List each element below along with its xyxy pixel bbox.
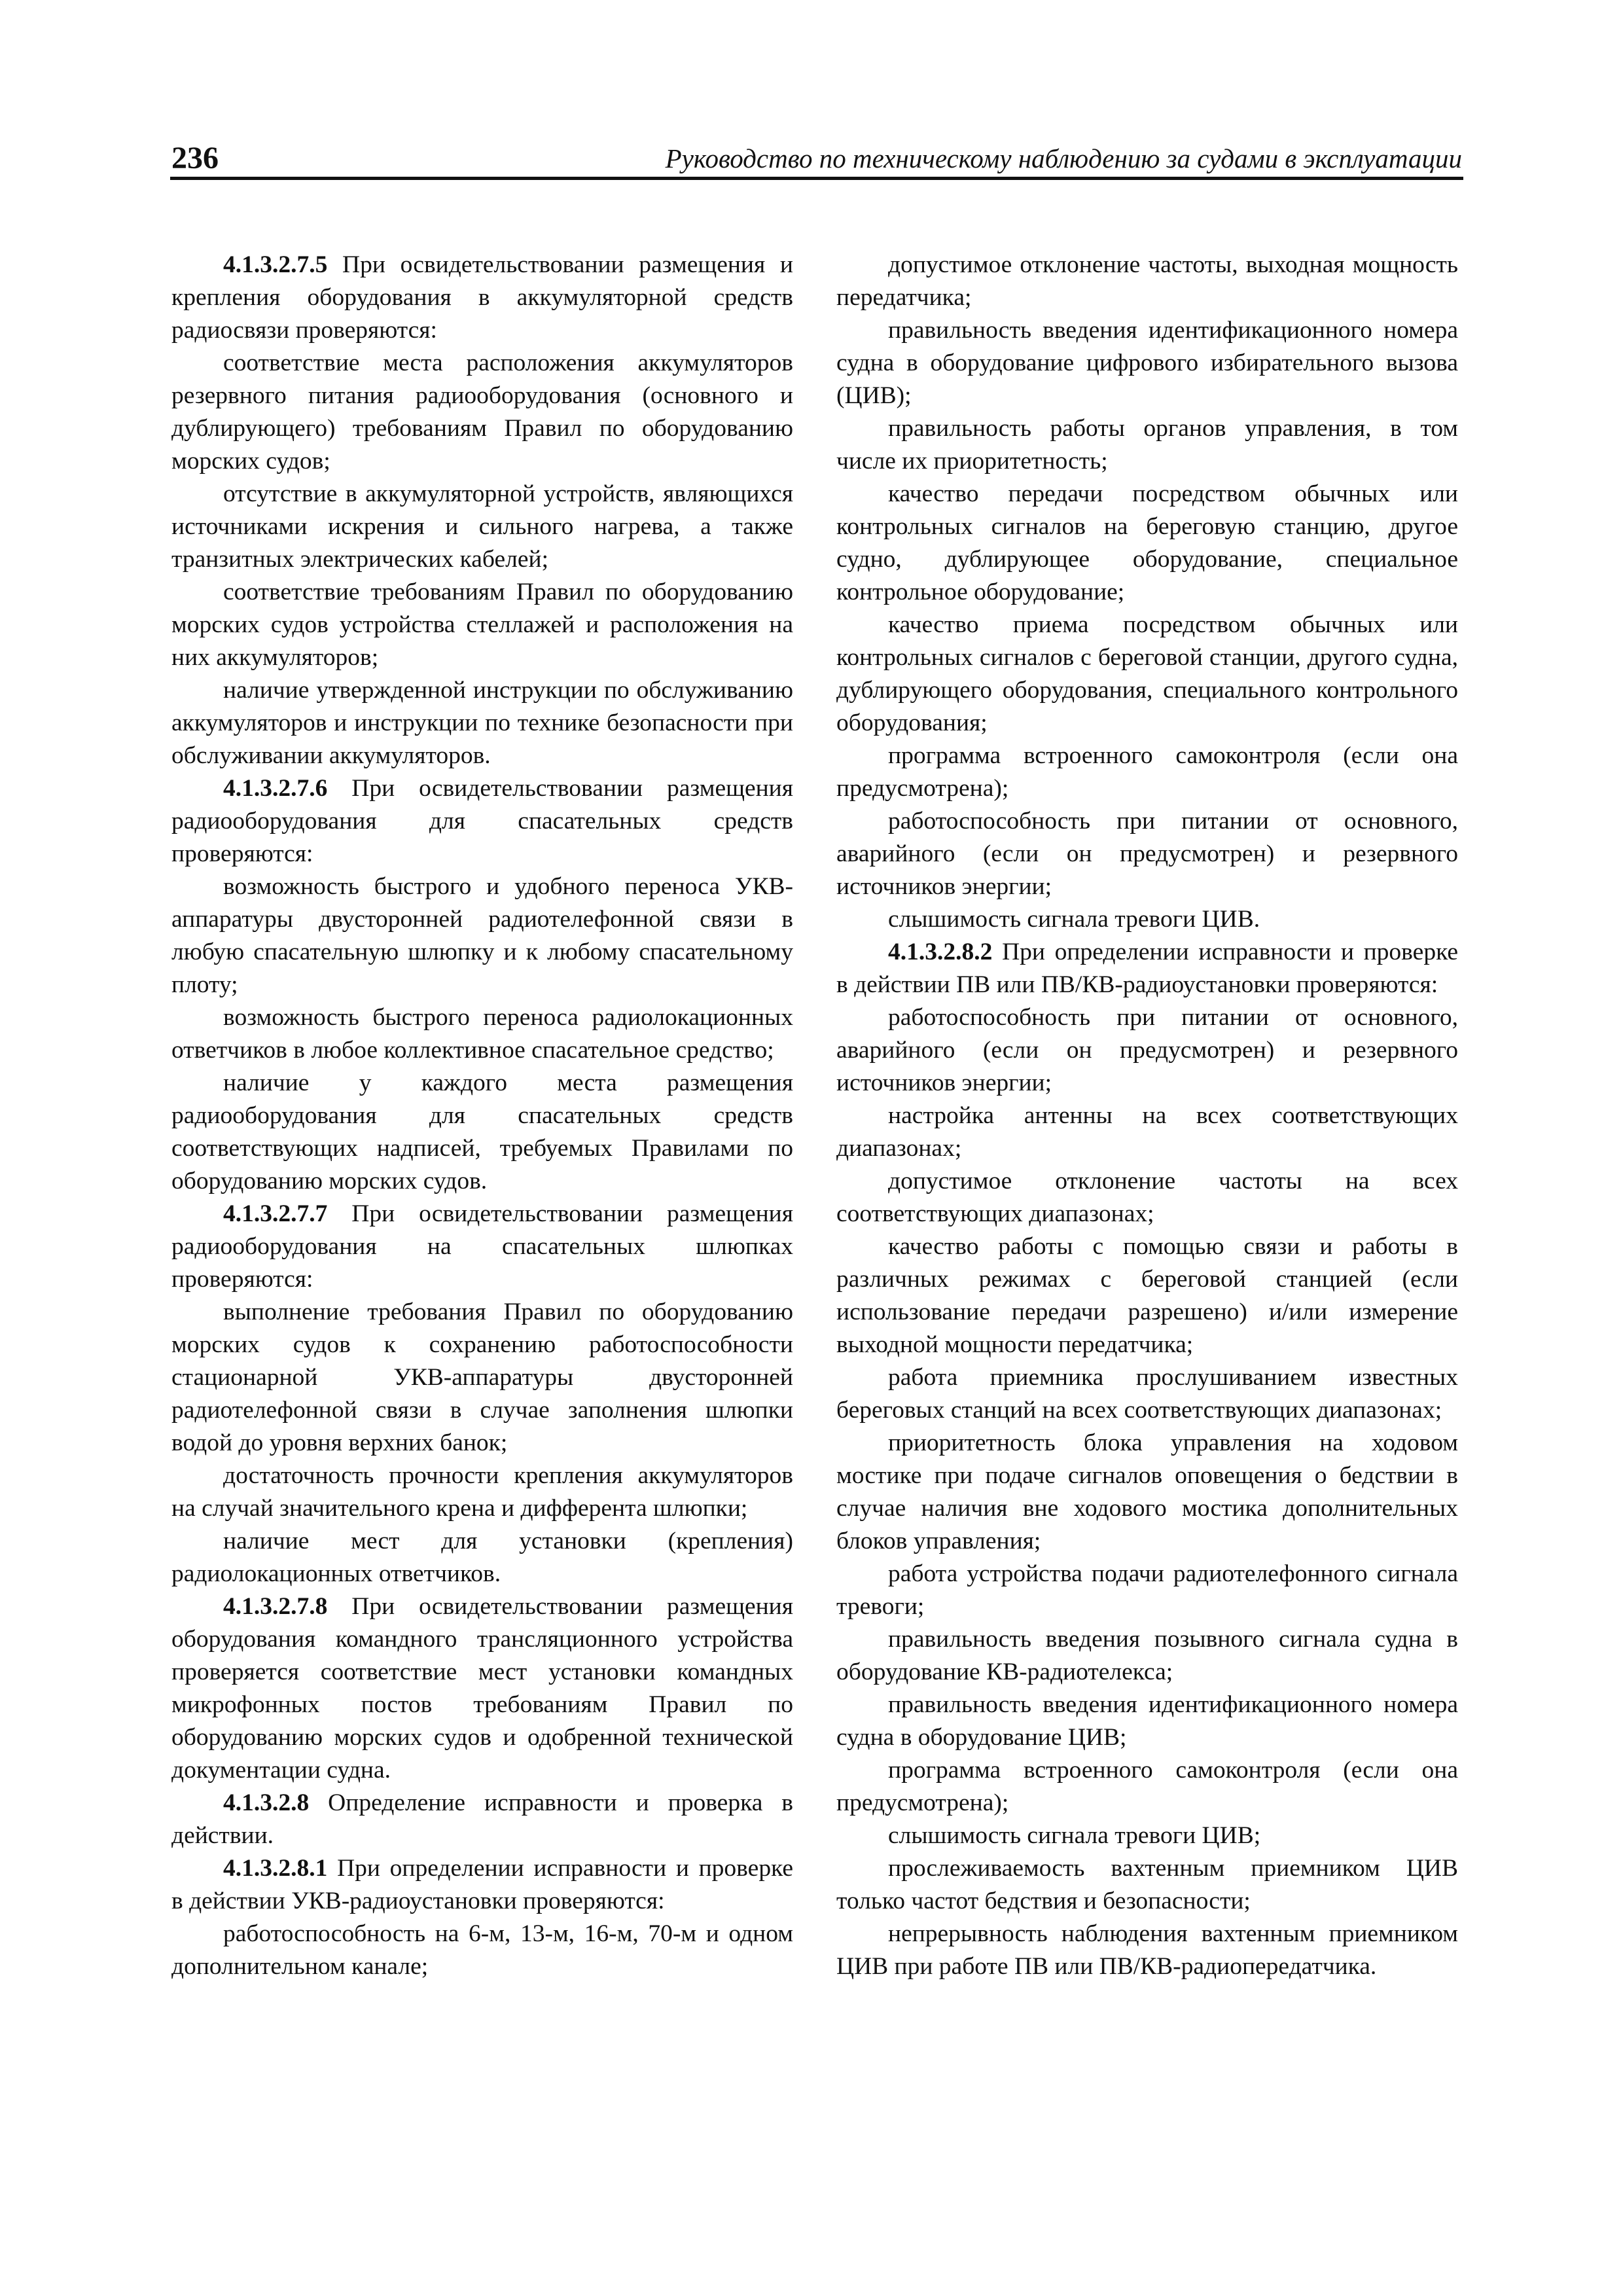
clause-number: 4.1.3.2.8: [223, 1789, 310, 1816]
paragraph: работа приемника прослушиванием известных береговых станций на всех соответствующих диапазонах;: [836, 1364, 1458, 1424]
paragraph: отсутствие в аккумуляторной устройств, являющихся источниками искрения и сильного нагрева, а также транзитных электрических кабелей;: [171, 480, 793, 573]
paragraph: наличие утвержденной инструкции по обслуживанию аккумуляторов и инструкции по технике безопасности при обслуживании аккумуляторов.: [171, 677, 793, 769]
paragraph: достаточность прочности крепления аккумуляторов на случай значительного крена и дифферента шлюпки;: [171, 1462, 793, 1522]
paragraph: программа встроенного самоконтроля (если она предусмотрена);: [836, 1757, 1458, 1816]
paragraph: качество передачи посредством обычных или контрольных сигналов на береговую станцию, другое судно, дублирующее оборудование, специальное контрольное оборудование;: [836, 480, 1458, 605]
page-number: 236: [171, 141, 219, 175]
clause-number: 4.1.3.2.8.2: [888, 939, 993, 965]
clause-number: 4.1.3.2.7.8: [223, 1593, 328, 1620]
paragraph: 4.1.3.2.7.5 При освидетельствовании размещения и крепления оборудования в аккумуляторной средств радиосвязи проверяются:: [171, 251, 793, 344]
paragraph: настройка антенны на всех соответствующих диапазонах;: [836, 1102, 1458, 1162]
paragraph: приоритетность блока управления на ходовом мостике при подаче сигналов оповещения о бедствии в случае наличия вне ходового мостика дополнительных блоков управления;: [836, 1429, 1458, 1554]
paragraph: 4.1.3.2.7.7 При освидетельствовании размещения радиооборудования на спасательных шлюпках проверяются:: [171, 1200, 793, 1293]
paragraph: программа встроенного самоконтроля (если она предусмотрена);: [836, 742, 1458, 802]
paragraph: 4.1.3.2.7.6 При освидетельствовании размещения радиооборудования для спасательных средств проверяются:: [171, 775, 793, 867]
paragraph: слышимость сигнала тревоги ЦИВ;: [888, 1822, 1261, 1849]
paragraph: работоспособность при питании от основного, аварийного (если он предусмотрен) и резервного источников энергии;: [836, 1004, 1458, 1096]
paragraph: соответствие места расположения аккумуляторов резервного питания радиооборудования (основного и дублирующего) требованиям Правил по оборудованию морских судов;: [171, 350, 793, 475]
running-title: Руководство по техническому наблюдению за судами в эксплуатации: [665, 143, 1462, 173]
left-column: [171, 249, 793, 1983]
clause-number: 4.1.3.2.7.5: [223, 251, 328, 278]
paragraph: правильность введения идентификационного номера судна в оборудование ЦИВ;: [836, 1691, 1458, 1751]
paragraph: соответствие требованиям Правил по оборудованию морских судов устройства стеллажей и расположения на них аккумуляторов;: [171, 579, 793, 671]
clause-number: 4.1.3.2.7.7: [223, 1200, 328, 1227]
paragraph: работоспособность на 6-м, 13-м, 16-м, 70-м и одном дополнительном канале;: [171, 1920, 793, 1980]
paragraph: правильность введения позывного сигнала судна в оборудование КВ-радиотелекса;: [836, 1626, 1458, 1685]
paragraph: работоспособность при питании от основного, аварийного (если он предусмотрен) и резервного источников энергии;: [836, 808, 1458, 900]
paragraph: правильность работы органов управления, в том числе их приоритетность;: [836, 415, 1458, 475]
paragraph: допустимое отклонение частоты на всех соответствующих диапазонах;: [836, 1168, 1458, 1227]
paragraph: наличие мест для установки (крепления) радиолокационных ответчиков.: [171, 1528, 793, 1587]
paragraph: правильность введения идентификационного номера судна в оборудование цифрового избирательного вызова (ЦИВ);: [836, 317, 1458, 409]
paragraph: наличие у каждого места размещения радиооборудования для спасательных средств соответствующих надписей, требуемых Правилами по оборудованию морских судов.: [171, 1069, 793, 1194]
paragraph: качество приема посредством обычных или контрольных сигналов с береговой станции, другого судна, дублирующего оборудования, специального контрольного оборудования;: [836, 611, 1458, 736]
paragraph: 4.1.3.2.8.1 При определении исправности и проверке в действии УКВ-радиоустановки проверяются:: [171, 1855, 793, 1914]
paragraph: 4.1.3.2.7.8 При освидетельствовании размещения оборудования командного трансляционного устройства проверяется соответствие мест установки командных микрофонных постов требованиям Правил по оборудованию морских судов и одобренной технической документации судна.: [171, 1593, 793, 1784]
paragraph: возможность быстрого и удобного переноса УКВ-аппаратуры двусторонней радиотелефонной связи в любую спасательную шлюпку и к любому спасательному плоту;: [171, 873, 793, 998]
paragraph: слышимость сигнала тревоги ЦИВ.: [888, 906, 1260, 933]
clause-number: 4.1.3.2.7.6: [223, 775, 328, 802]
paragraph: качество работы с помощью связи и работы в различных режимах с береговой станцией (если использование передачи разрешено) и/или измерение выходной мощности передатчика;: [836, 1233, 1458, 1358]
paragraph: работа устройства подачи радиотелефонного сигнала тревоги;: [836, 1560, 1458, 1620]
paragraph: выполнение требования Правил по оборудованию морских судов к сохранению работоспособности стационарной УКВ-аппаратуры двусторонней радиотелефонной связи в случае заполнения шлюпки водой до уровня верхних банок;: [171, 1299, 793, 1456]
paragraph: непрерывность наблюдения вахтенным приемником ЦИВ при работе ПВ или ПВ/КВ-радиопередатчика.: [836, 1920, 1458, 1980]
header-rule: [170, 177, 1463, 180]
paragraph: допустимое отклонение частоты, выходная мощность передатчика;: [836, 251, 1458, 311]
paragraph: 4.1.3.2.8.2 При определении исправности и проверке в действии ПВ или ПВ/КВ-радиоустановки проверяются:: [836, 939, 1458, 998]
paragraph: 4.1.3.2.8 Определение исправности и проверка в действии.: [171, 1789, 793, 1849]
paragraph: возможность быстрого переноса радиолокационных ответчиков в любое коллективное спасательное средство;: [171, 1004, 793, 1064]
paragraph: прослеживаемость вахтенным приемником ЦИВ только частот бедствия и безопасности;: [836, 1855, 1458, 1914]
clause-number: 4.1.3.2.8.1: [223, 1855, 328, 1882]
right-column: [836, 249, 1458, 1983]
